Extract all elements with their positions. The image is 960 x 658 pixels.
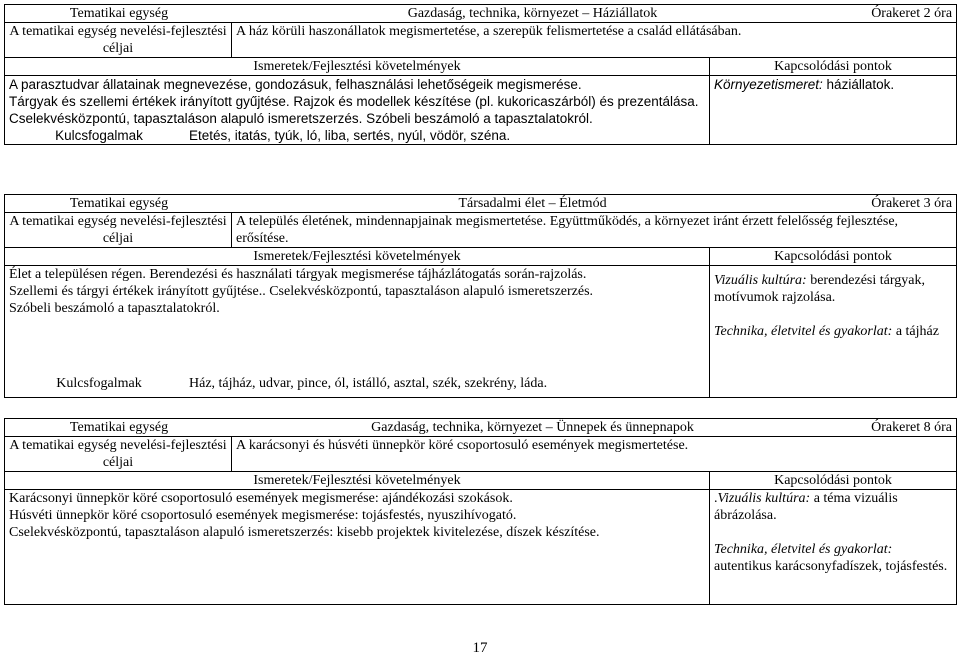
unit-title: Társadalmi élet – Életmód xyxy=(458,196,607,211)
goal-label: A tematikai egység nevelési-fejlesztési céljai xyxy=(5,23,232,58)
requirements-body xyxy=(5,76,710,145)
page-number: 17 xyxy=(472,640,488,656)
link-prefix: . xyxy=(714,491,718,506)
requirement-line: A parasztudvar állatainak megnevezése, gondozásuk, felhasználási lehetőségeik megismerése. xyxy=(9,77,582,92)
requirement-line: Szóbeli beszámoló a tapasztalatokról. xyxy=(9,301,220,316)
keywords-text: Etetés, itatás, tyúk, ló, liba, sertés, nyúl, vödör, széna. xyxy=(189,128,511,143)
requirements-body xyxy=(5,266,710,398)
unit-hours: Órakeret 3 óra xyxy=(871,196,953,211)
unit-title: Gazdaság, technika, környezet – Ünnepek és ünnepnapok xyxy=(371,420,694,435)
unit-label: Tematikai egység xyxy=(69,196,169,211)
requirement-line: Karácsonyi ünnepkör köré csoportosuló események megismerése: ajándékozási szokások. xyxy=(9,491,513,506)
unit-hours: Órakeret 2 óra xyxy=(871,6,953,21)
unit-table-1 xyxy=(4,4,957,145)
requirements-body xyxy=(5,490,710,605)
goal-label: A tematikai egység nevelési-fejlesztési céljai xyxy=(5,437,232,472)
links-header: Kapcsolódási pontok xyxy=(710,58,957,76)
unit-table-2 xyxy=(4,194,957,398)
link-text: berendezési tárgyak, motívumok rajzolása. xyxy=(714,273,925,305)
link-text: háziállatok. xyxy=(822,77,895,92)
requirements-header: Ismeretek/Fejlesztési követelmények xyxy=(5,248,710,266)
links-header: Kapcsolódási pontok xyxy=(710,248,957,266)
unit-table-3 xyxy=(4,418,957,605)
goal-label: A tematikai egység nevelési-fejlesztési céljai xyxy=(5,213,232,248)
requirement-line: Szellemi és tárgyi értékek irányított gyűjtése.. Cselekvésközpontú, tapasztaláson alapuló ismeretszerzés. xyxy=(9,284,594,299)
links-body xyxy=(710,266,957,398)
requirements-header: Ismeretek/Fejlesztési követelmények xyxy=(5,58,710,76)
link-subject: Környezetismeret: xyxy=(714,77,823,92)
keywords-text: Ház, tájház, udvar, pince, ól, istálló, asztal, szék, szekrény, láda. xyxy=(189,376,548,391)
link-item xyxy=(714,490,952,524)
requirement-line: Élet a településen régen. Berendezési és használati tárgyak megismerése tájházlátogatás során-rajzolás. xyxy=(9,267,587,282)
keywords-label: Kulcsfogalmak xyxy=(56,376,142,391)
link-text: a tájház xyxy=(892,324,939,339)
link-text: a téma vizuális ábrázolása. xyxy=(714,491,898,523)
link-subject: Vizuális kultúra: xyxy=(717,491,811,506)
goal-text: A ház körüli haszonállatok megismertetése, a szerepük felismertetése a család ellátásában. xyxy=(232,23,957,58)
link-subject: Vizuális kultúra: xyxy=(714,273,807,288)
link-subject: Technika, életvitel és gyakorlat: xyxy=(714,542,893,557)
requirement-line: Cselekvésközpontú, tapasztaláson alapuló ismeretszerzés. Szóbeli beszámoló a tapasztalatokról. xyxy=(9,111,593,126)
keywords-row xyxy=(9,375,705,392)
requirements-header: Ismeretek/Fejlesztési követelmények xyxy=(5,472,710,490)
links-header: Kapcsolódási pontok xyxy=(710,472,957,490)
unit-label: Tematikai egység xyxy=(69,420,169,435)
goal-text: A település életének, mindennapjainak megismertetése. Együttműködés, a környezet iránt érzett felelősség fejlesztése, erősítése. xyxy=(232,213,957,248)
links-body xyxy=(710,76,957,145)
unit-label: Tematikai egység xyxy=(69,6,169,21)
link-text: autentikus karácsonyfadíszek, tojásfestés. xyxy=(714,559,948,574)
unit-header-row xyxy=(5,419,957,437)
link-item xyxy=(714,272,952,306)
requirement-line: Tárgyak és szellemi értékek irányított gyűjtése. Rajzok és modellek készítése (pl. kukoricaszárból) és prezentálása. xyxy=(9,94,699,109)
link-subject: Technika, életvitel és gyakorlat: xyxy=(714,324,893,339)
links-body xyxy=(710,490,957,605)
unit-title: Gazdaság, technika, környezet – Háziállatok xyxy=(407,6,658,21)
goal-text: A karácsonyi és húsvéti ünnepkör köré csoportosuló események megismertetése. xyxy=(232,437,957,472)
link-item xyxy=(714,323,952,340)
unit-header-row xyxy=(5,195,957,213)
link-item xyxy=(714,541,952,575)
keywords-row xyxy=(9,127,705,144)
requirement-line: Húsvéti ünnepkör köré csoportosuló események megismerése: tojásfestés, nyuszihívogató. xyxy=(9,508,517,523)
requirement-line: Cselekvésközpontú, tapasztaláson alapuló ismeretszerzés: kisebb projektek kivitelezése, díszek készítése. xyxy=(9,525,600,540)
keywords-label: Kulcsfogalmak xyxy=(55,128,143,143)
unit-header-row xyxy=(5,5,957,23)
unit-hours: Órakeret 8 óra xyxy=(871,420,952,435)
